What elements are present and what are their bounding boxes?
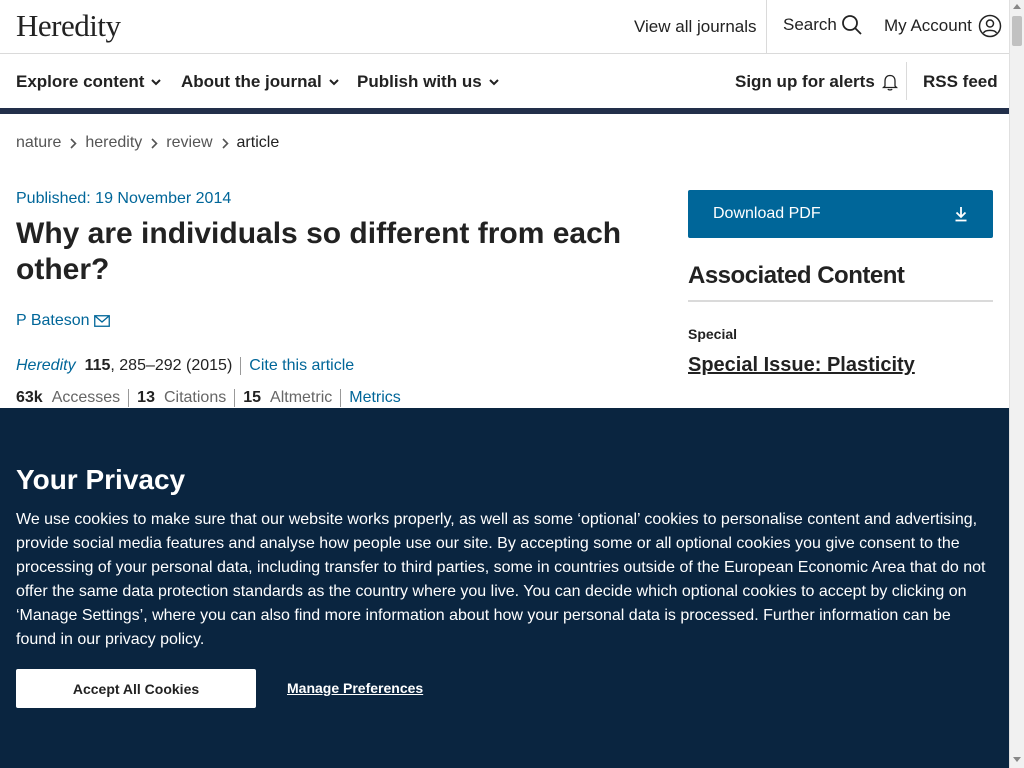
privacy-body: We use cookies to make sure that our website works properly, as well as some ‘optional’ cookies to personalise content and advertising, provide social media features and analyse how people use our site. By accepting some or all optional cookies you give consent to the processing of your personal data, including transfer to third parties, some in countries outside of the European Economic Area that do not offer the same data protection standards as the country where you live. You can decide which optional cookies to accept by clicking on ‘Manage Settings’, where you can also find more information about how your personal data is processed. Further information can be found in our bbox=[16, 511, 986, 648]
scroll-up-arrow-icon[interactable] bbox=[1013, 4, 1021, 9]
header-divider bbox=[766, 0, 767, 53]
breadcrumb-current: article bbox=[236, 134, 280, 151]
alerts-label: Sign up for alerts bbox=[735, 72, 875, 91]
privacy-title: Your Privacy bbox=[16, 464, 186, 495]
privacy-policy-link[interactable]: privacy policy bbox=[104, 631, 200, 648]
breadcrumb bbox=[16, 134, 279, 152]
privacy-banner bbox=[0, 408, 1009, 768]
associated-content-heading: Associated Content bbox=[688, 262, 993, 302]
published-date-link[interactable]: Published: 19 November 2014 bbox=[16, 190, 232, 207]
search-button[interactable] bbox=[783, 14, 863, 36]
special-issue-link[interactable]: Special Issue: Plasticity bbox=[688, 354, 915, 376]
metric-accesses bbox=[16, 389, 129, 407]
nav-publish-label: Publish with us bbox=[357, 72, 482, 91]
account-label: My Account bbox=[884, 16, 972, 35]
breadcrumb-heredity[interactable]: heredity bbox=[85, 134, 143, 151]
breadcrumb-review[interactable]: review bbox=[166, 134, 213, 151]
metric-citations bbox=[137, 389, 235, 407]
metric-value: 13 bbox=[137, 389, 155, 406]
download-pdf-button[interactable] bbox=[688, 190, 993, 238]
nav-publish-with-us[interactable] bbox=[357, 72, 499, 92]
search-icon bbox=[841, 14, 863, 36]
chevron-down-icon bbox=[489, 79, 499, 86]
view-all-journals-link[interactable]: View all journals bbox=[634, 17, 757, 36]
nav-explore-content[interactable] bbox=[16, 72, 161, 92]
author-link[interactable]: P Bateson bbox=[16, 312, 90, 329]
page-scrollbar[interactable] bbox=[1009, 0, 1024, 768]
journal-logo[interactable]: Heredity bbox=[16, 8, 121, 43]
rss-feed-link[interactable]: RSS feed bbox=[923, 72, 998, 91]
chevron-down-icon bbox=[151, 79, 161, 86]
privacy-text bbox=[16, 508, 991, 652]
special-label: Special bbox=[688, 326, 738, 342]
nav-divider bbox=[906, 62, 907, 100]
chevron-right-icon bbox=[151, 138, 158, 149]
nav-explore-label: Explore content bbox=[16, 72, 145, 91]
nav-about-label: About the journal bbox=[181, 72, 322, 91]
nav-about-journal[interactable] bbox=[181, 72, 339, 92]
main-nav bbox=[0, 54, 1009, 108]
envelope-icon[interactable] bbox=[94, 315, 110, 327]
manage-preferences-button[interactable]: Manage Preferences bbox=[287, 680, 424, 696]
my-account-button[interactable] bbox=[884, 14, 1002, 38]
metrics-link[interactable]: Metrics bbox=[349, 389, 401, 406]
breadcrumb-nature[interactable]: nature bbox=[16, 134, 62, 151]
metric-label: Accesses bbox=[51, 389, 121, 406]
download-icon bbox=[954, 206, 968, 222]
volume-number: 115 bbox=[84, 357, 111, 374]
header-accent-bar bbox=[0, 108, 1009, 114]
journal-name-link[interactable]: Heredity bbox=[16, 357, 76, 374]
download-pdf-label: Download PDF bbox=[713, 205, 821, 222]
bell-icon bbox=[882, 73, 898, 91]
article-metrics bbox=[16, 389, 401, 407]
metric-value: 63k bbox=[16, 389, 43, 406]
metric-altmetric bbox=[243, 389, 341, 407]
chevron-right-icon bbox=[70, 138, 77, 149]
scrollbar-thumb[interactable] bbox=[1012, 16, 1022, 46]
privacy-end: . bbox=[199, 631, 205, 648]
citation-line bbox=[16, 357, 354, 375]
account-icon bbox=[978, 14, 1002, 38]
pages-year: , 285–292 (2015) bbox=[110, 357, 233, 374]
search-label: Search bbox=[783, 15, 837, 34]
scroll-down-arrow-icon[interactable] bbox=[1013, 757, 1021, 762]
accept-all-cookies-button[interactable]: Accept All Cookies bbox=[16, 669, 256, 708]
metric-value: 15 bbox=[243, 389, 262, 406]
metric-label: Citations bbox=[163, 389, 227, 406]
author-line bbox=[16, 312, 110, 330]
cite-this-article-link[interactable]: Cite this article bbox=[240, 357, 354, 375]
site-header bbox=[0, 0, 1009, 54]
metric-label: Altmetric bbox=[270, 389, 333, 406]
chevron-down-icon bbox=[329, 79, 339, 86]
sign-up-alerts-button[interactable] bbox=[735, 72, 898, 92]
article-title: Why are individuals so different from each other? bbox=[16, 217, 622, 286]
chevron-right-icon bbox=[222, 138, 229, 149]
